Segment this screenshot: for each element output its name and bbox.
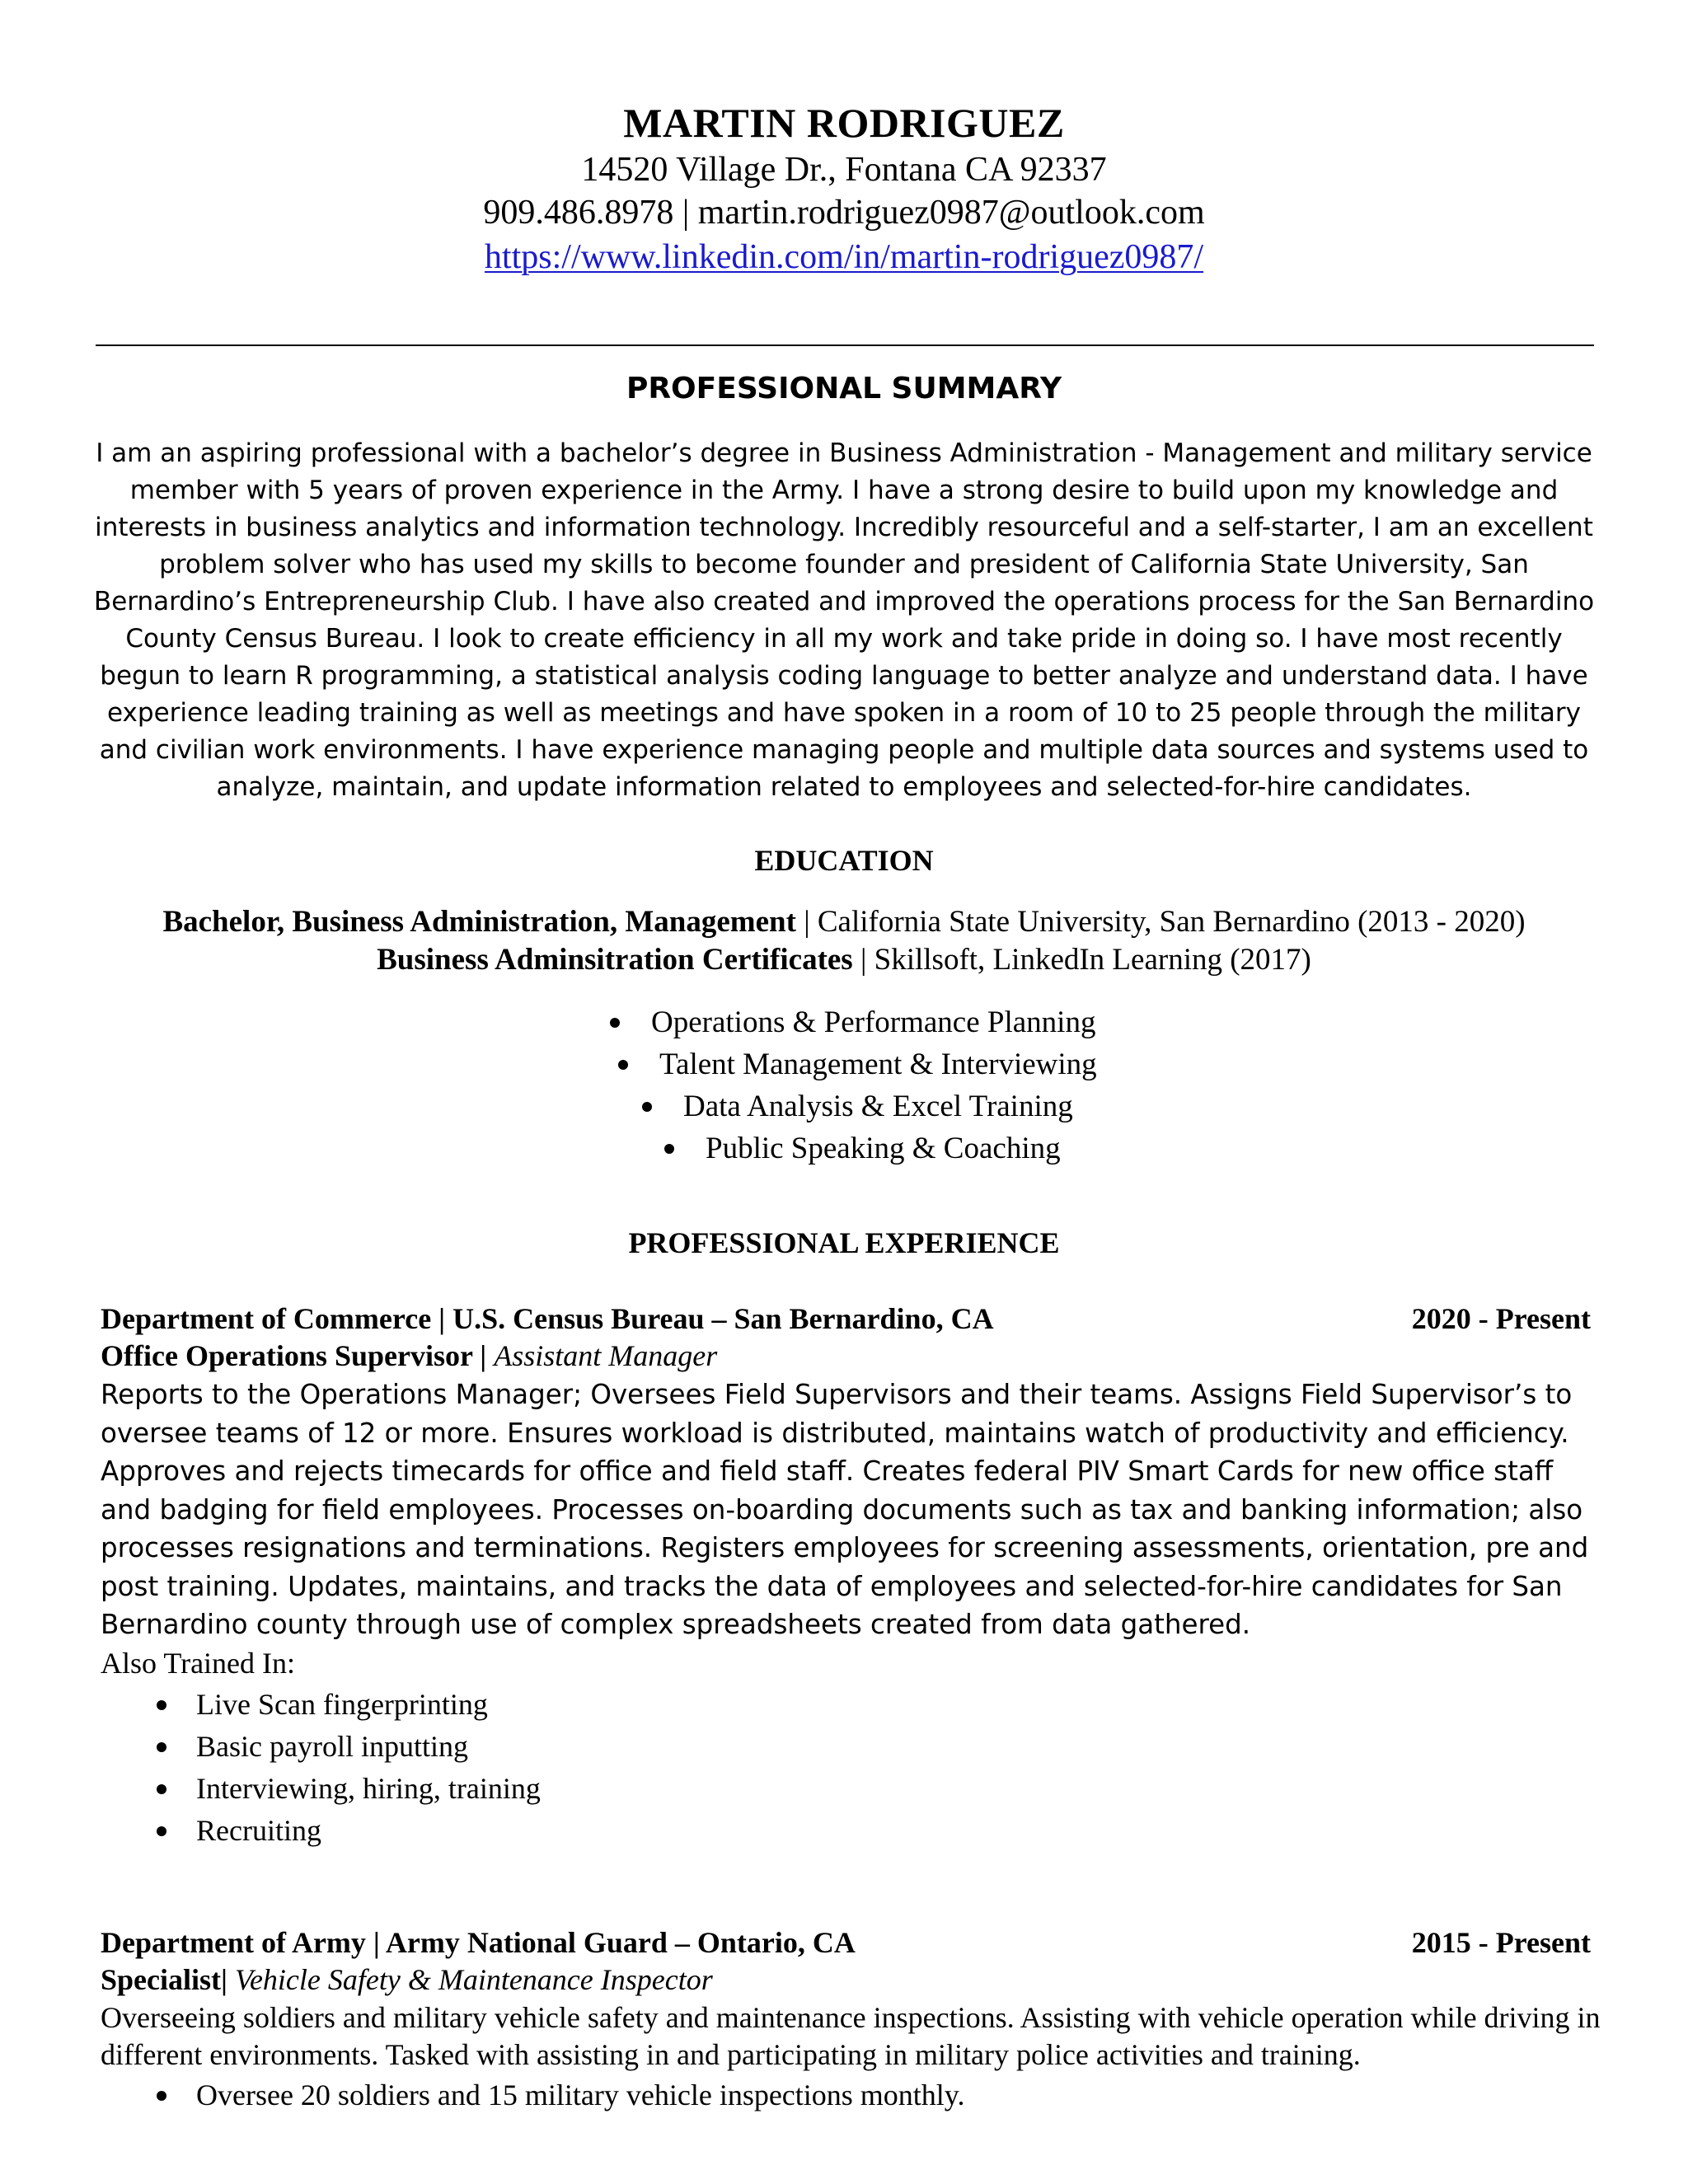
list-item-label: Oversee 20 soldiers and 15 military vehicle inspections monthly.	[196, 2079, 965, 2111]
separator: |	[860, 943, 874, 977]
bullet-icon	[610, 1018, 620, 1028]
bullet-icon	[157, 1742, 166, 1752]
list-item-label: Interviewing, hiring, training	[196, 1772, 541, 1805]
bullet-icon	[618, 1060, 628, 1070]
role: Specialist|	[101, 1963, 227, 1996]
role: Office Operations Supervisor |	[101, 1339, 487, 1372]
job-title	[101, 1961, 713, 1998]
job-dates: 2015 - Present	[1411, 1926, 1591, 1959]
bullet-icon	[157, 2091, 166, 2101]
header-divider	[96, 344, 1594, 346]
certificate-item	[642, 1088, 1073, 1126]
education-entry	[0, 941, 1688, 979]
alt-role: Vehicle Safety & Maintenance Inspector	[234, 1963, 713, 1996]
separator: |	[804, 905, 818, 939]
phone-email: 909.486.8978 | martin.rodriguez0987@outlook.com	[483, 194, 1205, 232]
linkedin-link[interactable]: https://www.linkedin.com/in/martin-rodriguez0987/	[484, 238, 1204, 276]
certificate-label: Public Speaking & Coaching	[706, 1132, 1061, 1165]
resume-header	[0, 97, 1688, 280]
bullet-icon	[157, 1826, 166, 1836]
list-item-label: Live Scan fingerprinting	[196, 1688, 488, 1721]
degree-detail: Skillsoft, LinkedIn Learning (2017)	[874, 943, 1311, 977]
list-item-label: Basic payroll inputting	[196, 1730, 468, 1763]
list-item-label: Recruiting	[196, 1814, 321, 1847]
degree: Business Adminsitration Certificates	[377, 943, 853, 977]
employer: Department of Army | Army National Guard – Ontario, CA	[101, 1926, 856, 1959]
list-item	[157, 1728, 468, 1765]
employer: Department of Commerce | U.S. Census Bureau – San Bernardino, CA	[101, 1302, 994, 1335]
list-item	[157, 1812, 321, 1849]
bullet-icon	[642, 1102, 652, 1112]
address: 14520 Village Dr., Fontana CA 92337	[581, 151, 1107, 189]
job-header	[101, 1301, 1591, 1337]
degree: Bachelor, Business Administration, Management	[162, 905, 796, 939]
list-item	[157, 2077, 964, 2113]
also-trained-label: Also Trained In:	[101, 1647, 296, 1680]
education-heading: EDUCATION	[754, 844, 934, 877]
education-entry	[0, 903, 1688, 941]
certificate-label: Talent Management & Interviewing	[659, 1047, 1097, 1081]
certificate-item	[618, 1046, 1097, 1084]
alt-role: Assistant Manager	[494, 1339, 718, 1372]
list-item	[157, 1770, 541, 1807]
job-description: Overseeing soldiers and military vehicle safety and maintenance inspections. Assisting with vehicle operation while driving in different environments. Tasked with assisting in and participating in military police activities and training.	[101, 2001, 1601, 2071]
bullet-icon	[157, 1700, 166, 1710]
degree-detail: California State University, San Bernardino (2013 - 2020)	[817, 905, 1526, 939]
bullet-icon	[157, 1784, 166, 1794]
certificate-label: Operations & Performance Planning	[651, 1005, 1096, 1039]
job-description: Reports to the Operations Manager; Oversees Field Supervisors and their teams. Assigns Field Supervisor’s to oversee teams of 12 or more. Ensures workload is distributed, maintains watch of productivity and efficiency. Approves and rejects timecards for office and field staff. Creates federal PIV Smart Cards for new office staff and badging for field employees. Processes on-boarding documents such as tax and banking information; also processes resignations and terminations. Registers employees for screening assessments, orientation, pre and post training. Updates, maintains, and tracks the data of employees and selected-for-hire candidates for San Bernardino county through use of complex spreadsheets created from data gathered.	[101, 1379, 1589, 1640]
certificate-item	[664, 1130, 1061, 1168]
job-title	[101, 1338, 717, 1374]
certificate-label: Data Analysis & Excel Training	[683, 1090, 1073, 1123]
summary-text: I am an aspiring professional with a bachelor’s degree in Business Administration - Management and military service member with 5 years of proven experience in the Army. I have a strong desire to build upon my knowledge and interests in business analytics and information technology. Incredibly resourceful and a self-starter, I am an excellent problem solver who has used my skills to become founder and president of California State University, San Bernardino’s Entrepreneurship Club. I have also created and improved the operations process for the San Bernardino County Census Bureau. I look to create efficiency in all my work and take pride in doing so. I have most recently begun to learn R programming, a statistical analysis coding language to better analyze and understand data. I have experience leading training as well as meetings and have spoken in a room of 10 to 25 people through the military and civilian work environments. I have experience managing people and multiple data sources and systems used to analyze, maintain, and update information related to employees and selected-for-hire candidates.	[93, 438, 1595, 802]
job-dates: 2020 - Present	[1411, 1302, 1591, 1335]
list-item	[157, 1686, 488, 1722]
certificate-item	[610, 1004, 1095, 1042]
experience-heading: PROFESSIONAL EXPERIENCE	[628, 1226, 1060, 1259]
bullet-icon	[664, 1144, 674, 1154]
job-header	[101, 1924, 1591, 1961]
summary-heading: PROFESSIONAL SUMMARY	[626, 372, 1062, 405]
candidate-name: MARTIN RODRIGUEZ	[623, 100, 1065, 146]
